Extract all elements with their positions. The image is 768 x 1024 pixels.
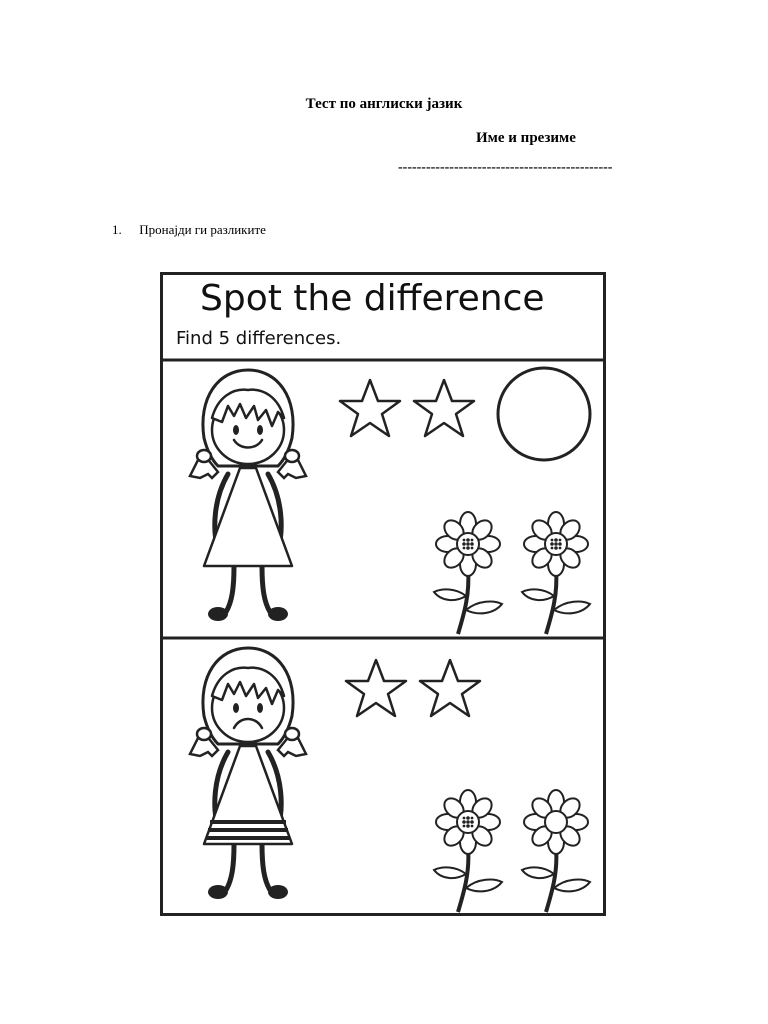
flower-icon xyxy=(522,790,590,912)
circle-shape xyxy=(498,368,590,460)
worksheet-subtitle: Find 5 differences. xyxy=(176,328,342,349)
flower-icon xyxy=(522,512,590,634)
question-1 xyxy=(112,222,266,238)
question-number: 1. xyxy=(112,222,122,237)
worksheet-drawing xyxy=(160,272,606,916)
question-text: Пронајди ги разликите xyxy=(139,222,266,237)
star-icon xyxy=(340,380,400,436)
top-panel xyxy=(190,368,590,634)
star-icon xyxy=(346,660,406,716)
flower-icon xyxy=(434,512,502,634)
name-label: Име и презиме xyxy=(476,130,576,146)
test-title: Тест по англиски јазик xyxy=(305,96,463,112)
star-icon xyxy=(420,660,480,716)
bottom-panel xyxy=(190,648,590,912)
flower-icon xyxy=(434,790,502,912)
name-fill-line: ---------------------------------------------- xyxy=(398,160,613,175)
spot-the-difference-worksheet xyxy=(160,272,606,916)
worksheet-title: Spot the difference xyxy=(200,278,545,319)
star-icon xyxy=(414,380,474,436)
girl-top xyxy=(190,370,306,621)
girl-bottom xyxy=(190,648,306,899)
